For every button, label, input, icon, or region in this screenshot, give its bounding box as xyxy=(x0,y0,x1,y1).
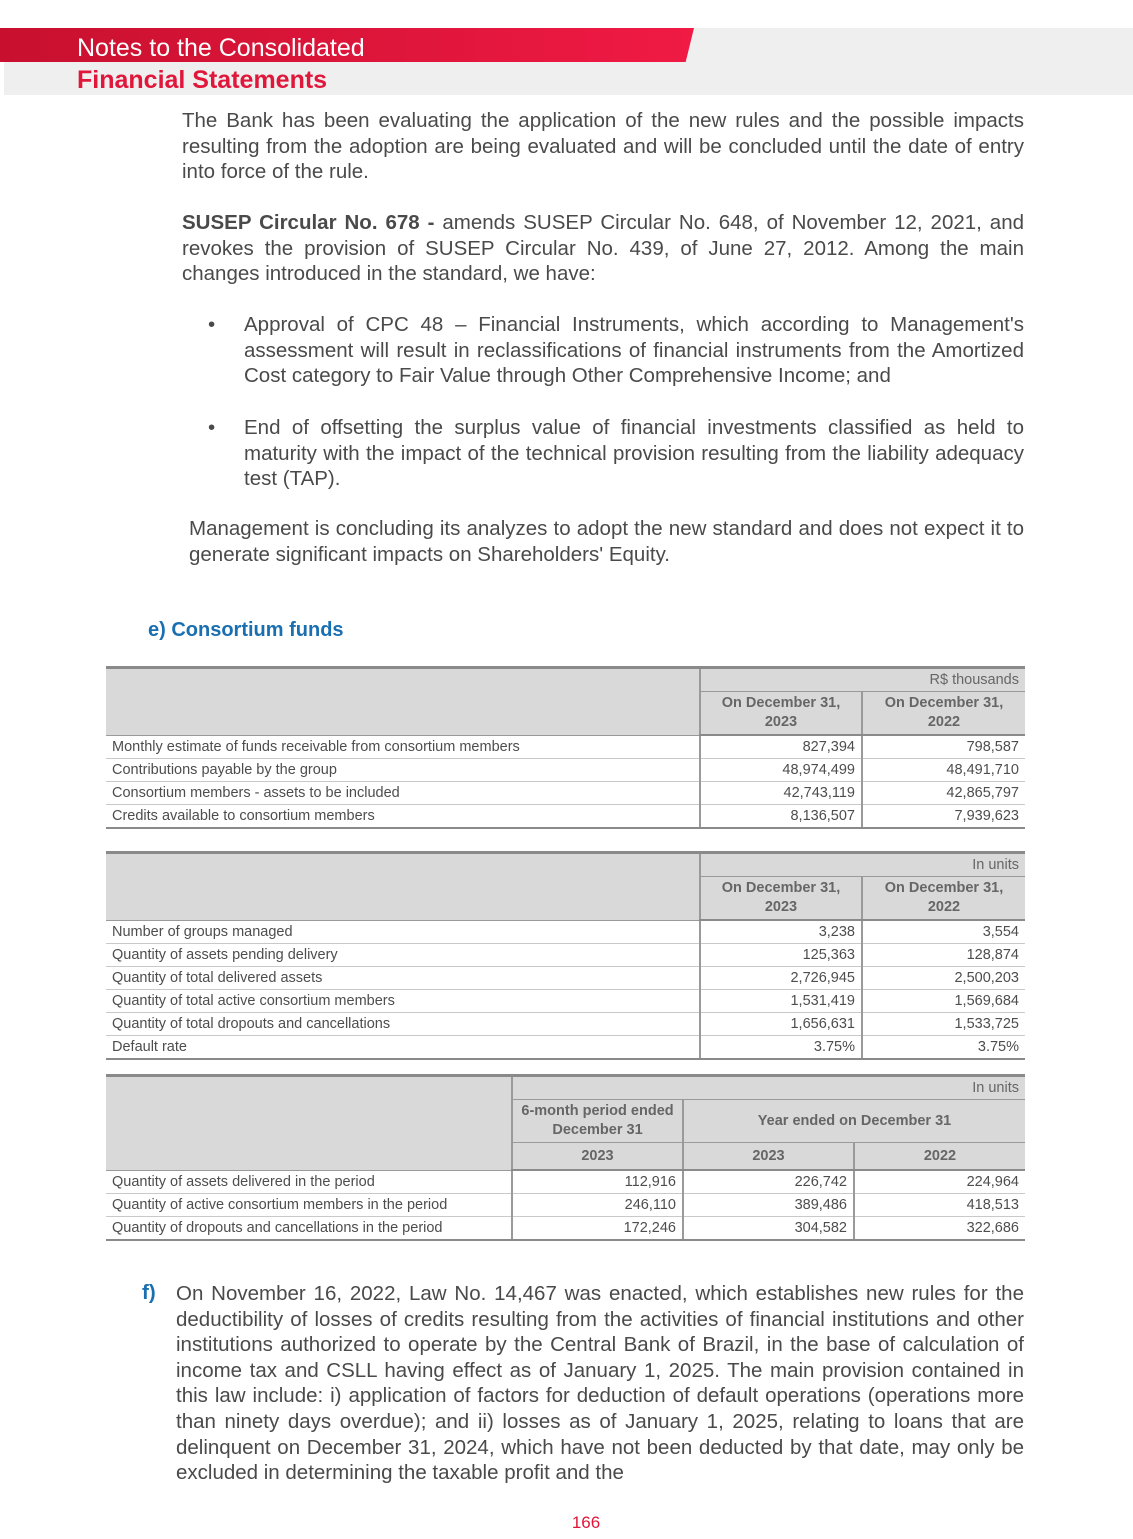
column-header-year-ended: Year ended on December 31 xyxy=(683,1100,1025,1143)
value-2022: 3,554 xyxy=(862,920,1025,944)
intro-paragraph: The Bank has been evaluating the application of the new rules and the possible impacts resulting from the adoption are being evaluated and will be concluded until the date of entry into force of the rule. xyxy=(182,109,1024,184)
table-row xyxy=(106,1036,1025,1060)
susep-paragraph xyxy=(182,210,1024,287)
row-label: Consortium members - assets to be included xyxy=(106,782,700,805)
value-2022: 2,500,203 xyxy=(862,967,1025,990)
value-2022: 3.75% xyxy=(862,1036,1025,1060)
table-row xyxy=(106,920,1025,944)
management-paragraph: Management is concluding its analyzes to adopt the new standard and does not expect it to generate significant impacts on Shareholders' Equity. xyxy=(189,517,1024,566)
table-header-row xyxy=(106,668,1025,692)
row-label: Number of groups managed xyxy=(106,920,700,944)
section-e-title: e) Consortium funds xyxy=(148,619,344,641)
row-label: Quantity of total dropouts and cancellations xyxy=(106,1013,700,1036)
value-six-month-2023: 112,916 xyxy=(512,1170,683,1194)
table-row xyxy=(106,735,1025,759)
value-2023: 2,726,945 xyxy=(700,967,862,990)
column-header-2022: On December 31, 2022 xyxy=(862,692,1025,736)
column-header-2023: On December 31, 2023 xyxy=(700,877,862,921)
value-year-2022: 224,964 xyxy=(854,1170,1025,1194)
bullet-item: Approval of CPC 48 – Financial Instruments, which according to Management's assessment will result in reclassifications of financial instruments from the Amortized Cost category to Fair Value through Other Comprehensive Income; and xyxy=(244,313,1024,388)
page-number: 166 xyxy=(571,1513,601,1532)
value-six-month-2023: 172,246 xyxy=(512,1217,683,1241)
row-label: Quantity of total active consortium members xyxy=(106,990,700,1013)
susep-heading: SUSEP Circular No. 678 - xyxy=(182,211,435,234)
bullet-item: End of offsetting the surplus value of financial investments classified as held to maturity with the impact of the technical provision resulting from the liability adequacy test (TAP). xyxy=(244,416,1024,491)
value-2023: 125,363 xyxy=(700,944,862,967)
column-header-year: 2023 xyxy=(512,1143,683,1171)
value-2023: 48,974,499 xyxy=(700,759,862,782)
table-row xyxy=(106,1194,1025,1217)
section-f-paragraph: On November 16, 2022, Law No. 14,467 was enacted, which establishes new rules for the deductibility of losses of credits resulting from the activities of financial institutions and other institutions authorized to operate by the Central Bank of Brazil, in the base of calculation of income tax and CSLL having effect as of January 1, 2025. The main provision contained in this law include: i) application of factors for deduction of default operations (operations more than ninety days overdue); and ii) losses as of January 1, 2025, relating to loans that are delinquent on December 31, 2024, which have not been deducted by that date, may only be excluded in determining the taxable profit and the xyxy=(176,1282,1024,1485)
table-row xyxy=(106,967,1025,990)
row-label: Contributions payable by the group xyxy=(106,759,700,782)
row-label: Credits available to consortium members xyxy=(106,805,700,829)
value-2022: 128,874 xyxy=(862,944,1025,967)
table-row xyxy=(106,990,1025,1013)
column-header-year: 2022 xyxy=(854,1143,1025,1171)
value-year-2023: 389,486 xyxy=(683,1194,854,1217)
row-label: Quantity of assets pending delivery xyxy=(106,944,700,967)
value-six-month-2023: 246,110 xyxy=(512,1194,683,1217)
table-row xyxy=(106,1217,1025,1241)
value-year-2022: 322,686 xyxy=(854,1217,1025,1241)
value-2022: 48,491,710 xyxy=(862,759,1025,782)
value-2023: 3,238 xyxy=(700,920,862,944)
table-row xyxy=(106,944,1025,967)
table-row xyxy=(106,782,1025,805)
column-header-six-month: 6-month period ended December 31 xyxy=(512,1100,683,1143)
row-label: Default rate xyxy=(106,1036,700,1060)
table-row xyxy=(106,1170,1025,1194)
consortium-units-table xyxy=(106,851,1025,1060)
header-title-line1: Notes to the Consolidated xyxy=(77,34,365,62)
row-label: Monthly estimate of funds receivable from consortium members xyxy=(106,735,700,759)
row-label: Quantity of active consortium members in the period xyxy=(106,1194,512,1217)
value-2023: 1,531,419 xyxy=(700,990,862,1013)
value-2022: 1,533,725 xyxy=(862,1013,1025,1036)
unit-label: In units xyxy=(700,853,1025,877)
table-header-blank xyxy=(106,1076,512,1171)
value-2022: 798,587 xyxy=(862,735,1025,759)
value-year-2022: 418,513 xyxy=(854,1194,1025,1217)
table-header-row xyxy=(106,1076,1025,1100)
value-2023: 1,656,631 xyxy=(700,1013,862,1036)
unit-label: In units xyxy=(512,1076,1025,1100)
column-header-2022: On December 31, 2022 xyxy=(862,877,1025,921)
value-2023: 8,136,507 xyxy=(700,805,862,829)
value-2023: 827,394 xyxy=(700,735,862,759)
table-row xyxy=(106,805,1025,829)
bullet-dot: • xyxy=(208,313,216,336)
column-header-2023: On December 31, 2023 xyxy=(700,692,862,736)
table-row xyxy=(106,1013,1025,1036)
unit-label: R$ thousands xyxy=(700,668,1025,692)
value-2022: 7,939,623 xyxy=(862,805,1025,829)
value-year-2023: 304,582 xyxy=(683,1217,854,1241)
header-title-line2: Financial Statements xyxy=(77,66,328,94)
susep-text: amends SUSEP Circular No. 648, of November 12, 2021, and revokes the provision of SUSEP Circular No. 439, of June 27, 2012. Among the main changes introduced in the standard, we have: xyxy=(182,211,1025,286)
value-2023: 42,743,119 xyxy=(700,782,862,805)
row-label: Quantity of total delivered assets xyxy=(106,967,700,990)
section-f-label: f) xyxy=(142,1281,156,1304)
consortium-period-table xyxy=(106,1074,1025,1241)
value-year-2023: 226,742 xyxy=(683,1170,854,1194)
row-label: Quantity of dropouts and cancellations in the period xyxy=(106,1217,512,1241)
table-header-blank xyxy=(106,853,700,921)
bullet-dot: • xyxy=(208,416,216,439)
value-2022: 42,865,797 xyxy=(862,782,1025,805)
consortium-funds-table xyxy=(106,666,1025,829)
table-header-row xyxy=(106,853,1025,877)
table-header-blank xyxy=(106,668,700,736)
column-header-year: 2023 xyxy=(683,1143,854,1171)
row-label: Quantity of assets delivered in the period xyxy=(106,1170,512,1194)
value-2023: 3.75% xyxy=(700,1036,862,1060)
value-2022: 1,569,684 xyxy=(862,990,1025,1013)
table-row xyxy=(106,759,1025,782)
